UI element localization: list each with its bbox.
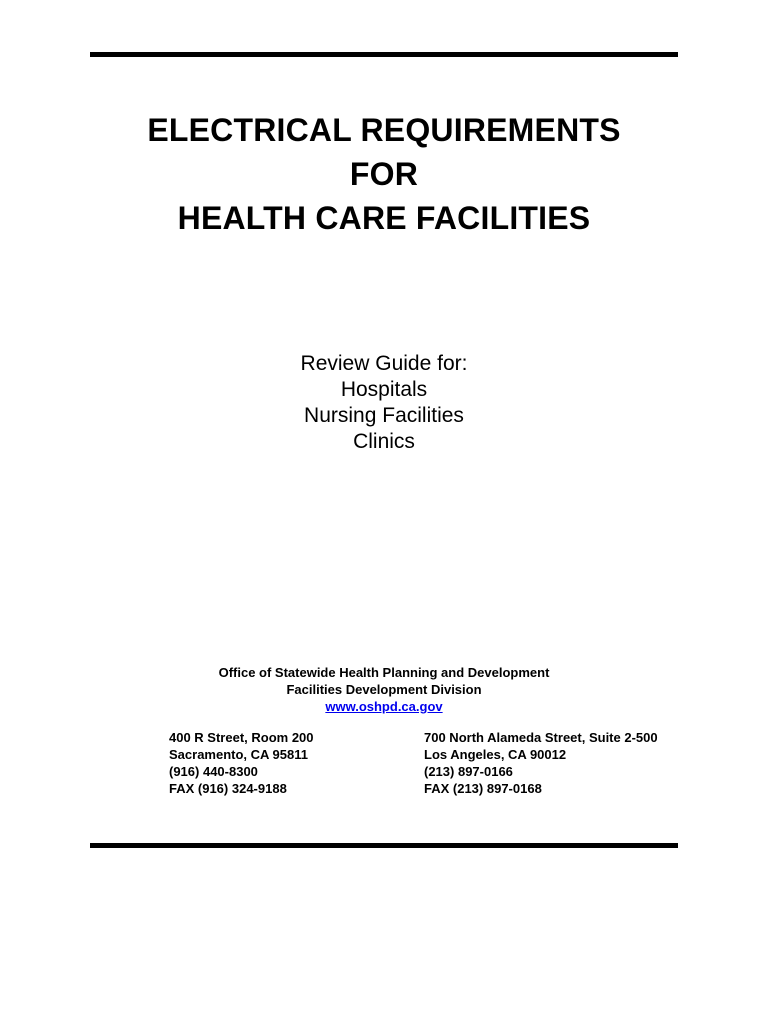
address-street: 700 North Alameda Street, Suite 2-500 (424, 730, 658, 745)
title-line-2: FOR (349, 156, 419, 192)
review-guide (0, 351, 768, 455)
address-fax: FAX (213) 897-0168 (424, 781, 542, 796)
bottom-divider (90, 843, 678, 848)
review-guide-heading: Review Guide for: (300, 352, 468, 375)
office-name: Office of Statewide Health Planning and Development (218, 665, 550, 680)
review-guide-item-nursing-facilities: Nursing Facilities (304, 404, 464, 427)
address-phone: (916) 440-8300 (169, 764, 258, 779)
office-info (0, 664, 768, 715)
office-division: Facilities Development Division (286, 682, 482, 697)
address-city: Sacramento, CA 95811 (169, 747, 308, 762)
address-sacramento (169, 729, 314, 797)
address-fax: FAX (916) 324-9188 (169, 781, 287, 796)
address-city: Los Angeles, CA 90012 (424, 747, 567, 762)
title-line-1: ELECTRICAL REQUIREMENTS (147, 112, 621, 148)
title-line-3: HEALTH CARE FACILITIES (177, 200, 591, 236)
website-link[interactable]: www.oshpd.ca.gov (325, 699, 443, 714)
top-divider (90, 52, 678, 57)
address-street: 400 R Street, Room 200 (169, 730, 314, 745)
document-title (0, 108, 768, 240)
review-guide-item-hospitals: Hospitals (340, 378, 428, 401)
review-guide-item-clinics: Clinics (353, 430, 415, 453)
address-phone: (213) 897-0166 (424, 764, 513, 779)
address-los-angeles (424, 729, 658, 797)
